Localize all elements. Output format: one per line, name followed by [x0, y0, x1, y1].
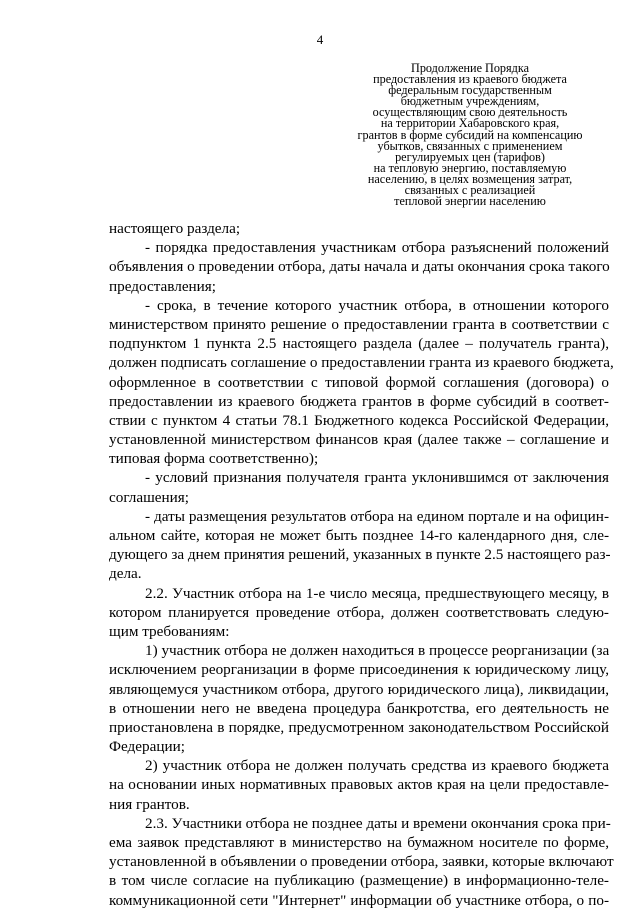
body-text-line: настоящего раздела;: [109, 220, 241, 237]
body-text-line: - порядка предоставления участникам отбора разъяснений положений: [145, 239, 609, 257]
header-line: населению, в целях возмещения затрат,: [367, 171, 573, 186]
body-text-line: ема заявок представляют в министерство на бумажном носителе по форме,: [109, 834, 609, 851]
body-text-line: установленной в объявлении о проведении отбора, заявки, которые включают: [109, 853, 614, 871]
header-line: бюджетным учреждениям,: [400, 94, 540, 109]
body-text-line: объявления о проведении отбора, даты начала и даты окончания срока такого: [109, 258, 610, 276]
body-text-line: ствии с пунктом 4 статьи 78.1 Бюджетного кодекса Российской Федерации,: [109, 411, 609, 429]
body-text-line: - срока, в течение которого участник отбора, в отношении которого: [145, 296, 609, 314]
header-line: грантов в форме субсидий на компенсацию: [357, 127, 583, 142]
header-line: тепловой энергии населению: [394, 194, 546, 209]
body-text-line: 2.2. Участник отбора на 1-е число месяца, предшествующего месяцу, в: [145, 584, 609, 602]
body-text-line: в том числе согласие на публикацию (размещение) в информационно-теле-: [109, 872, 609, 890]
header-line: Продолжение Порядка: [411, 61, 529, 75]
body-text-line: исключением реорганизации в форме присоединения к юридическому лицу,: [109, 661, 609, 679]
body-text-line: ния грантов.: [109, 795, 190, 813]
body-text-line: соглашения;: [109, 488, 190, 506]
body-text-line: оформленное в соответствии с типовой формой соглашения (договора) о: [109, 373, 609, 391]
body-text-line: на основании иных нормативных правовых актов края на цели предоставле-: [109, 776, 609, 794]
body-text-line: 2) участник отбора не должен получать средства из краевого бюджета: [145, 757, 609, 775]
body-text-line: подпунктом 1 пункта 2.5 настоящего раздела (далее – получатель гранта),: [109, 335, 609, 353]
body-text-line: коммуникационной сети "Интернет" информации об участнике отбора, о по-: [109, 891, 609, 909]
body-text-line: министерством принято решение о предоставлении гранта в соответствии с: [109, 315, 609, 333]
document-header-block: [352, 63, 588, 207]
body-text-line: альном сайте, которая не может быть позднее 14-го календарного дня, сле-: [109, 527, 609, 544]
body-text-line: установленной министерством финансов края (далее также – соглашение и: [109, 431, 609, 449]
body-text-line: являющемуся участником отбора, другого юридического лица), ликвидации,: [109, 680, 609, 698]
header-line: связанных с реализацией: [404, 183, 536, 198]
body-text-line: предоставлении из краевого бюджета грантов в форме субсидий в соответ-: [109, 392, 609, 410]
header-line: регулируемых цен (тарифов): [395, 149, 545, 164]
body-text-line: - условий признания получателя гранта уклонившимся от заключения: [145, 469, 609, 487]
body-text-line: в отношении него не введена процедура банкротства, его деятельность не: [109, 699, 609, 717]
page-number: 4: [316, 32, 324, 47]
header-line: на тепловую энергию, поставляемую: [373, 160, 567, 175]
body-text-line: дующего за днем принятия решений, указанных в пункте 2.5 настоящего раз-: [109, 546, 611, 564]
body-text-line: типовая форма соответственно);: [109, 450, 319, 468]
header-line: федеральным государственным: [388, 83, 552, 98]
document-body-text: [109, 219, 614, 910]
header-line: на территории Хабаровского края,: [380, 116, 560, 131]
body-text-line: щим требованиям:: [109, 622, 230, 640]
body-text-line: 1) участник отбора не должен находиться в процессе реорганизации (за: [145, 642, 610, 660]
header-line: осуществляющим свою деятельность: [372, 105, 568, 120]
body-text-line: предоставления;: [109, 277, 217, 295]
body-text-line: приостановлена в порядке, предусмотренном законодательством Российской: [109, 718, 609, 736]
header-line: убытков, связанных с применением: [377, 138, 563, 153]
body-text-line: Федерации;: [109, 738, 185, 756]
body-text-line: котором планируется проведение отбора, должен соответствовать следую-: [109, 603, 609, 621]
body-text-line: 2.3. Участники отбора не позднее даты и времени окончания срока при-: [145, 814, 611, 832]
header-line: предоставления из краевого бюджета: [373, 72, 567, 87]
body-text-line: должен подписать соглашение о предоставлении гранта из краевого бюджета,: [109, 354, 614, 372]
body-text-line: дела.: [109, 565, 142, 583]
body-text-line: - даты размещения результатов отбора на едином портале и на официн-: [145, 507, 609, 525]
